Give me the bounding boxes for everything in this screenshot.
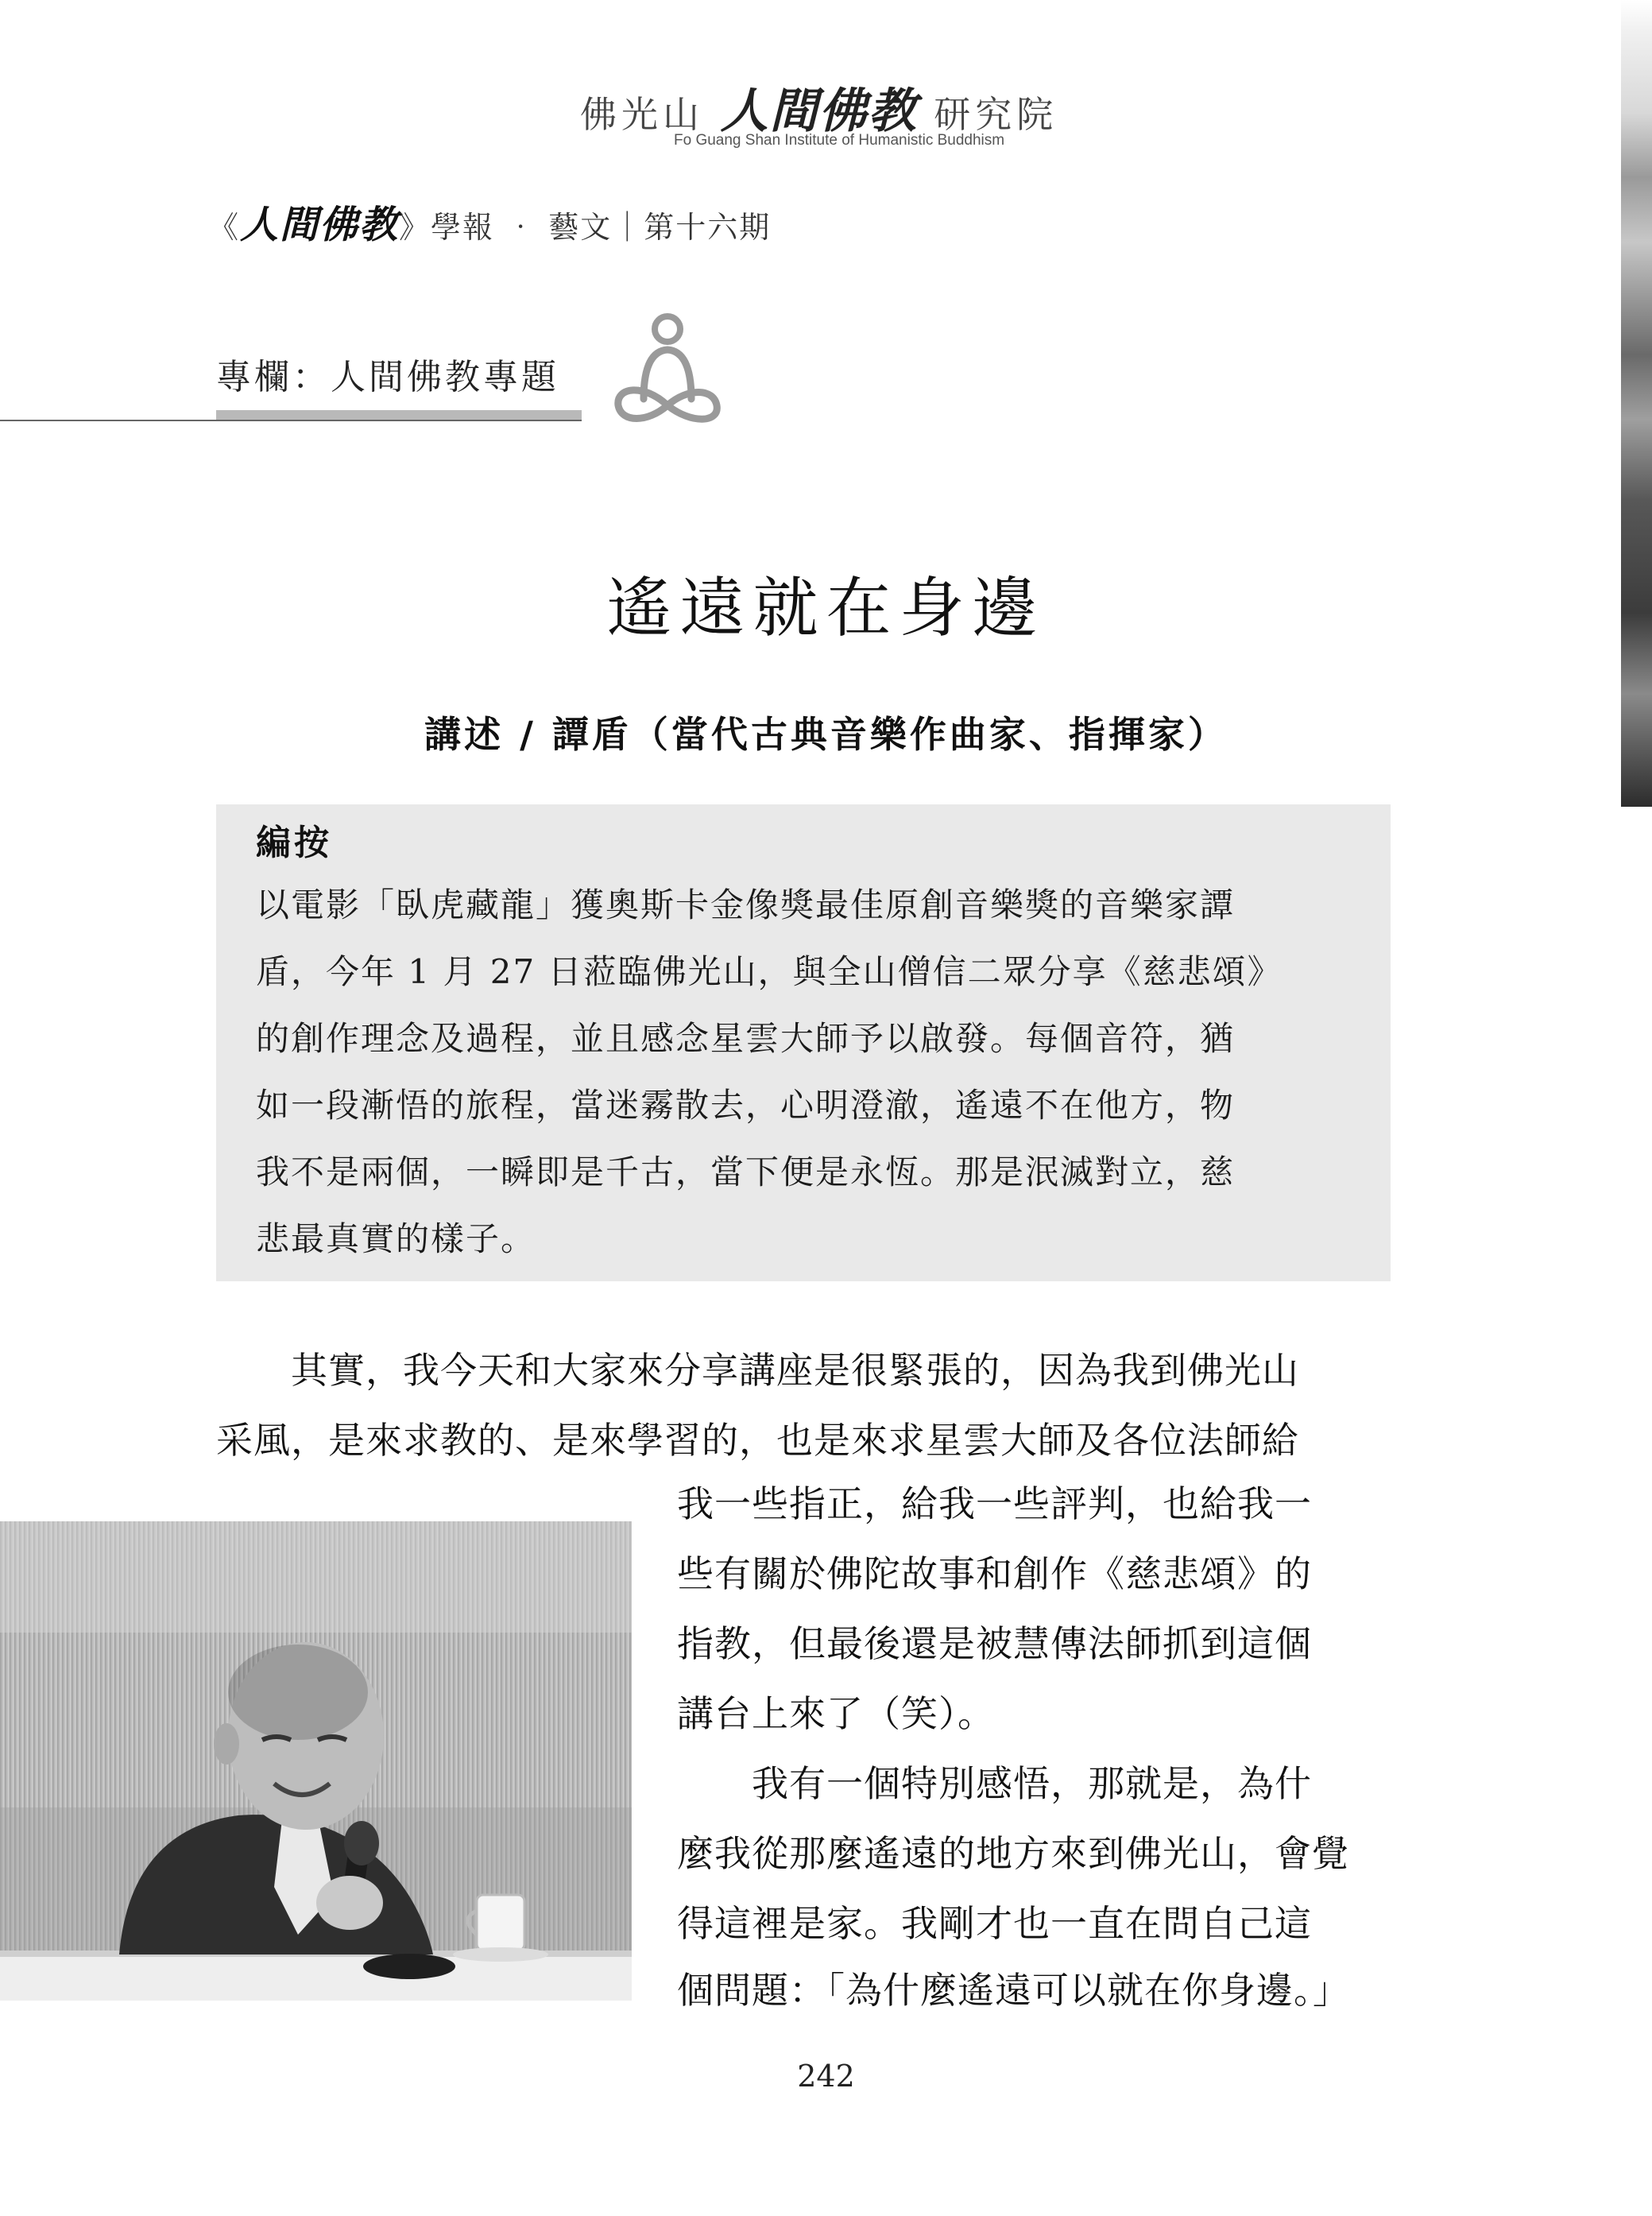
page-number: 242 (797, 2059, 855, 2094)
institute-suffix: 研究院 (934, 93, 1058, 136)
editor-note-line: 的創作理念及過程，並且感念星雲大師予以啟發。每個音符，猶 (256, 1019, 1236, 1058)
editor-note-line: 如一段漸悟的旅程，當迷霧散去，心明澄澈，遙遠不在他方，物 (256, 1086, 1236, 1125)
journal-calligraphy: 人間佛教 (240, 203, 400, 247)
institute-calligraphy: 人間佛教 (720, 83, 918, 139)
institute-prefix: 佛光山 (580, 93, 704, 136)
side-photo-strip (1621, 0, 1652, 807)
body-line: 其實，我今天和大家來分享講座是很緊張的，因為我到佛光山 (216, 1349, 1299, 1392)
body-line: 講台上來了（笑）。 (677, 1692, 995, 1735)
column-underline (216, 410, 582, 420)
article-byline: 講述 / 譚盾（當代古典音樂作曲家、指揮家） (424, 713, 1228, 756)
meditation-figure-icon (612, 312, 723, 431)
editor-note-line: 悲最真實的樣子。 (256, 1219, 536, 1258)
editor-note-line: 以電影「臥虎藏龍」獲奧斯卡金像獎最佳原創音樂獎的音樂家譚 (256, 885, 1236, 924)
article-title: 遙遠就在身邊 (606, 571, 1046, 646)
body-line: 采風，是來求教的、是來學習的，也是來求星雲大師及各位法師給 (216, 1419, 1299, 1462)
journal-rest: 》學報 ‧ 藝文｜第十六期 (399, 210, 772, 245)
body-line: 我一些指正，給我一些評判，也給我一 (677, 1482, 1312, 1525)
institute-english-name: Fo Guang Shan Institute of Humanistic Buddhism (674, 132, 1005, 149)
body-line: 指教，但最後還是被慧傳法師抓到這個 (677, 1622, 1312, 1665)
journal-header (208, 194, 771, 249)
editor-note-title: 編按 (256, 823, 332, 863)
body-line: 麼我從那麼遙遠的地方來到佛光山，會覺 (677, 1832, 1349, 1875)
body-line: 得這裡是家。我剛才也一直在問自己這 (677, 1902, 1312, 1945)
column-rule (0, 420, 582, 421)
journal-open: 《 (208, 210, 241, 245)
editor-note-line: 盾，今年 1 月 27 日蒞臨佛光山，與全山僧信二眾分享《慈悲頌》 (256, 952, 1283, 991)
editor-note-line: 我不是兩個，一瞬即是千古，當下便是永恆。那是泯滅對立，慈 (256, 1153, 1236, 1191)
body-line: 我有一個特別感悟，那就是，為什 (677, 1762, 1312, 1805)
body-line: 個問題：「為什麼遙遠可以就在你身邊。」 (677, 1969, 1350, 2012)
column-label: 專欄：人間佛教專題 (216, 357, 559, 397)
body-line: 些有關於佛陀故事和創作《慈悲頌》的 (677, 1552, 1312, 1595)
speaker-photo (0, 1521, 632, 2001)
